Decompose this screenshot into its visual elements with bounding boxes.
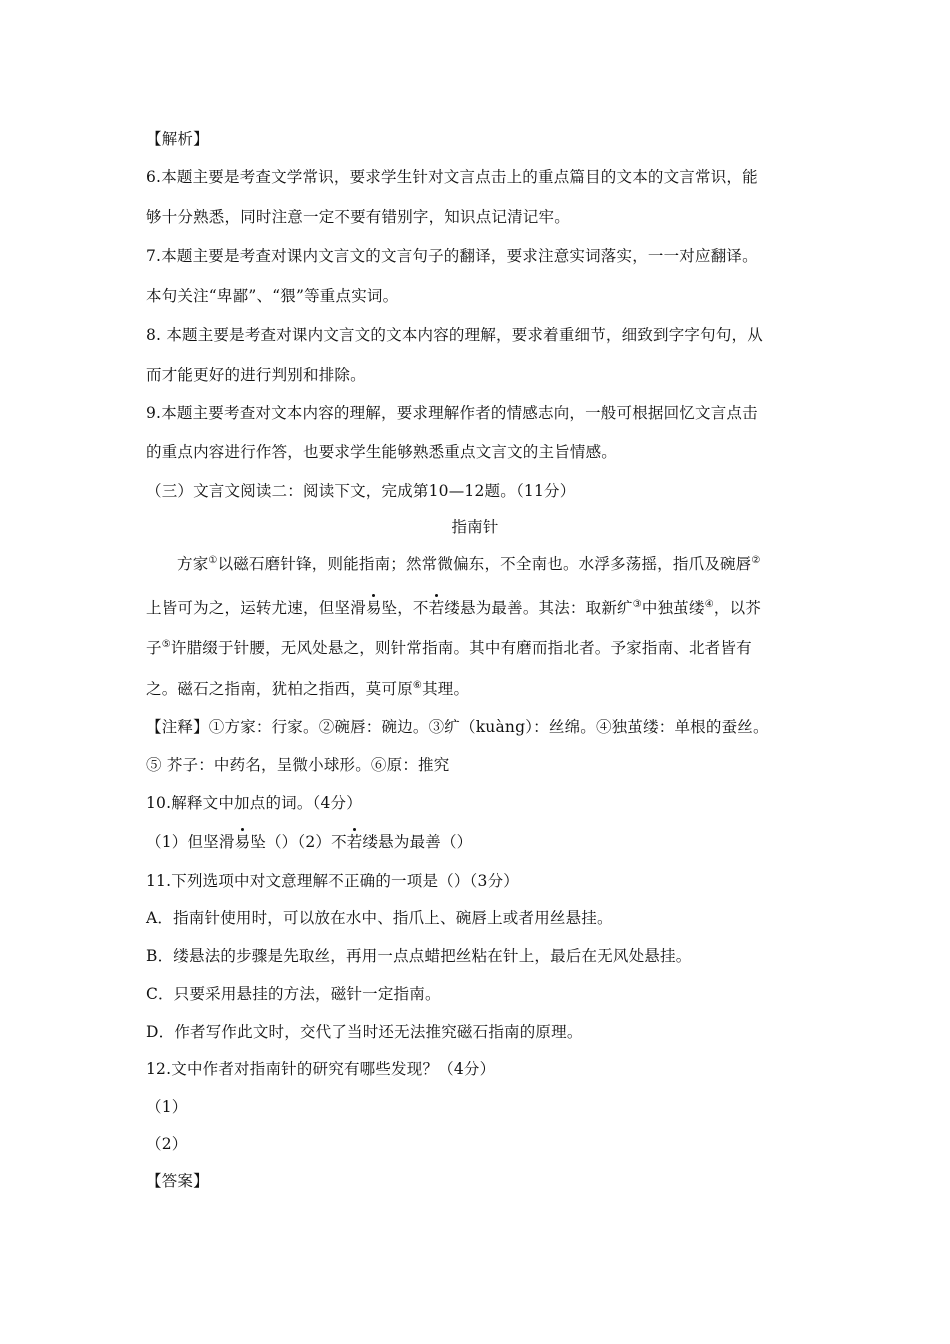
option-b: B．缕悬法的步骤是先取丝，再用一点点蜡把丝粘在针上，最后在无风处悬挂。 bbox=[146, 947, 692, 965]
passage-text: 中独茧缕 bbox=[641, 599, 705, 617]
emphasis-dot-char: 若 bbox=[428, 599, 445, 617]
analysis-item-7-line2: 本句关注“卑鄙”、“猥”等重点实词。 bbox=[146, 287, 399, 305]
passage-text: 其理。 bbox=[422, 680, 470, 698]
footnote-mark: ⑤ bbox=[161, 639, 171, 650]
analysis-item-8-line2: 而才能更好的进行判别和排除。 bbox=[146, 366, 366, 384]
option-a: A．指南针使用时，可以放在水中、指爪上、碗唇上或者用丝悬挂。 bbox=[146, 909, 613, 927]
section-heading: （三）文言文阅读二：阅读下文，完成第10—12题。（11分） bbox=[146, 482, 576, 500]
question-12-answer-1: （1） bbox=[146, 1098, 188, 1116]
notes-line-1: 【注释】①方家：行家。②碗唇：碗边。③纩（kuàng）：丝绵。④独茧缕：单根的蚕丝。 bbox=[146, 718, 769, 736]
question-12-answer-2: （2） bbox=[146, 1135, 188, 1153]
analysis-item-6-line2: 够十分熟悉，同时注意一定不要有错别字，知识点记清记牢。 bbox=[146, 208, 570, 226]
footnote-mark: ② bbox=[751, 555, 761, 566]
footnote-mark: ① bbox=[208, 555, 218, 566]
analysis-heading: 【解析】 bbox=[146, 130, 209, 148]
question-text: 坠（）（2）不 bbox=[250, 833, 347, 851]
emphasis-dot-char: 易 bbox=[234, 833, 251, 851]
passage-text: 以磁石磨针锋，则能指南；然常微偏东，不全南也。水浮多荡摇，指爪及碗唇 bbox=[217, 555, 752, 573]
emphasis-dot-char: 若 bbox=[346, 833, 363, 851]
passage-text: 方家 bbox=[177, 555, 209, 573]
option-d: D．作者写作此文时，交代了当时还无法推究磁石指南的原理。 bbox=[146, 1023, 583, 1041]
question-text: 缕悬为最善（） bbox=[362, 833, 473, 851]
emphasis-dot-char: 易 bbox=[365, 599, 382, 617]
passage-title: 指南针 bbox=[451, 518, 499, 536]
analysis-item-6-line1: 6.本题主要是考查文学常识，要求学生针对文言点击上的重点篇目的文本的文言常识，能 bbox=[146, 168, 758, 186]
footnote-mark: ⑥ bbox=[412, 680, 423, 691]
question-10: 10.解释文中加点的词。（4分） bbox=[146, 794, 362, 812]
answer-heading: 【答案】 bbox=[146, 1172, 209, 1190]
passage-line-2 bbox=[146, 597, 761, 619]
analysis-item-7-line1: 7.本题主要是考查对课内文言文的文言句子的翻译，要求注意实词落实，一一对应翻译。 bbox=[146, 247, 758, 265]
question-12: 12.文中作者对指南针的研究有哪些发现？（4分） bbox=[146, 1060, 496, 1078]
passage-line-3 bbox=[146, 637, 752, 659]
question-10-items bbox=[146, 831, 472, 853]
passage-text: 子 bbox=[146, 639, 162, 657]
analysis-item-9-line1: 9.本题主要考查对文本内容的理解，要求理解作者的情感志向，一般可根据回忆文言点击 bbox=[146, 404, 758, 422]
question-11: 11.下列选项中对文意理解不正确的一项是（）（3分） bbox=[146, 872, 519, 890]
passage-text: 缕悬为最善。其法：取新纩 bbox=[444, 599, 633, 617]
passage-text: 许腊缀于针腰，无风处悬之，则针常指南。其中有磨而指北者。予家指南、北者皆有 bbox=[170, 639, 752, 657]
footnote-mark: ③ bbox=[632, 599, 642, 610]
analysis-item-8-line1: 8. 本题主要是考查对课内文言文的文本内容的理解，要求着重细节，细致到字字句句，从 bbox=[146, 326, 763, 344]
option-c: C．只要采用悬挂的方法，磁针一定指南。 bbox=[146, 985, 441, 1003]
question-text: （1）但坚滑 bbox=[146, 833, 235, 851]
passage-line-1 bbox=[177, 553, 761, 575]
passage-line-4 bbox=[146, 678, 469, 700]
footnote-mark: ④ bbox=[704, 599, 714, 610]
passage-text: ，以芥 bbox=[713, 599, 761, 617]
analysis-item-9-line2: 的重点内容进行作答，也要求学生能够熟悉重点文言文的主旨情感。 bbox=[146, 443, 618, 461]
passage-text: 上皆可为之，运转尤速，但坚滑 bbox=[146, 599, 366, 617]
passage-text: 之。磁石之指南，犹柏之指西，莫可原 bbox=[146, 680, 413, 698]
passage-text: 坠，不 bbox=[381, 599, 429, 617]
notes-line-2: ⑤ 芥子：中药名，呈微小球形。⑥原：推究 bbox=[146, 756, 450, 774]
